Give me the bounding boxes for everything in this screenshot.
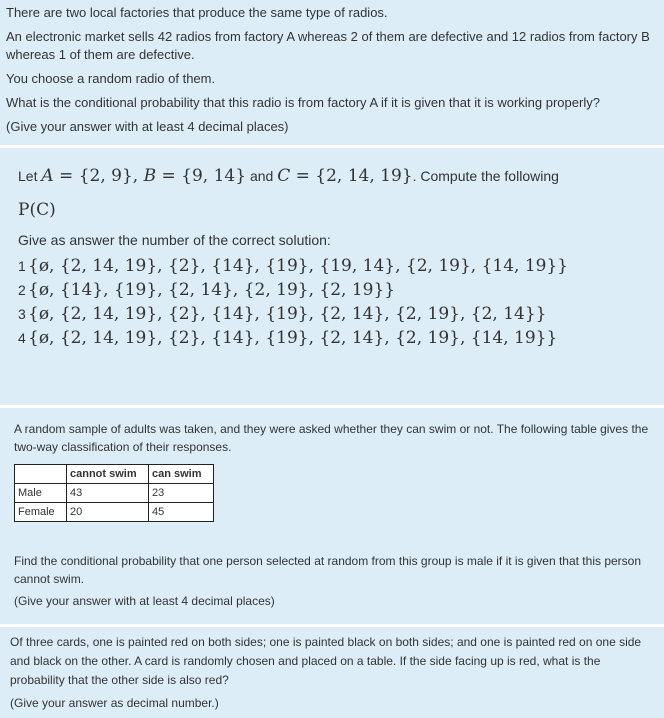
option-2-set: {ø, {14}, {19}, {2, 14}, {2, 19}, {2, 19}} [28, 280, 396, 300]
q1-choose: You choose a random radio of them. [6, 71, 216, 86]
set-c-value: {2, 14, 19} [315, 166, 413, 186]
swim-table [14, 464, 214, 522]
q2-compute: . Compute the following [412, 168, 559, 184]
q3-intro: A random sample of adults was taken, and they were asked whether they can swim or not. The following table gives the two-way classification of their responses. [14, 422, 649, 454]
q2-options-list [18, 254, 646, 350]
q2-statement: Let A = {2, 9}, B = {9, 14} and C = {2, 14, 19}. Compute the following [18, 166, 559, 186]
table-row: Male 43 23 [15, 484, 214, 503]
q1-question: What is the conditional probability that this radio is from factory A if it is given that it is working properly? [6, 95, 600, 110]
q1-details: An electronic market sells 42 radios from factory A whereas 2 of them are defective and 12 radios from factory B whereas 1 of them are defective. [6, 29, 650, 62]
q2-let: Let [18, 168, 38, 184]
question-2-card [0, 148, 664, 405]
option-3: 3 {ø, {2, 14, 19}, {2}, {14}, {19}, {2, 14}, {2, 19}, {2, 14}} [18, 304, 547, 324]
set-a-value: {2, 9} [78, 166, 133, 186]
option-1: 1 {ø, {2, 14, 19}, {2}, {14}, {19}, {19, 14}, {2, 19}, {14, 19}} [18, 256, 569, 276]
set-a-name: A [41, 166, 54, 186]
option-4: 4 {ø, {2, 14, 19}, {2}, {14}, {19}, {2, 14}, {2, 19}, {14, 19}} [18, 328, 558, 348]
question-1-card [0, 0, 664, 145]
q4-note: (Give your answer as decimal number.) [10, 696, 219, 710]
option-1-set: {ø, {2, 14, 19}, {2}, {14}, {19}, {19, 14}, {2, 19}, {14, 19}} [28, 256, 569, 276]
option-4-set: {ø, {2, 14, 19}, {2}, {14}, {19}, {2, 14}, {2, 19}, {14, 19}} [28, 328, 558, 348]
q4-text: Of three cards, one is painted red on both sides; one is painted black on both sides; and one is painted red on one side and black on the other. A card is randomly chosen and placed on a table. If the side facing up is red, what is the probability that the other side is also red? [10, 635, 642, 687]
table-row: Female 20 45 [15, 503, 214, 522]
q1-intro: There are two local factories that produce the same type of radios. [6, 5, 388, 20]
option-2: 2 {ø, {14}, {19}, {2, 14}, {2, 19}, {2, 19}} [18, 280, 396, 300]
set-c-name: C [277, 166, 291, 186]
power-set-expression: P(C) [18, 200, 56, 220]
q1-note: (Give your answer with at least 4 decimal places) [6, 119, 289, 134]
q2-and: and [249, 168, 274, 184]
set-b-name: B [143, 166, 157, 186]
q2-instruction: Give as answer the number of the correct solution: [18, 232, 331, 248]
option-3-set: {ø, {2, 14, 19}, {2}, {14}, {19}, {2, 14}, {2, 19}, {2, 14}} [28, 304, 547, 324]
table-header-row: cannot swim can swim [15, 465, 214, 484]
q3-question: Find the conditional probability that one person selected at random from this group is male if it is given that this person cannot swim. [14, 554, 642, 586]
q3-note: (Give your answer with at least 4 decimal places) [14, 594, 275, 608]
set-b-value: {9, 14} [181, 166, 247, 186]
question-4-card [0, 627, 664, 718]
question-3-card [0, 408, 664, 624]
